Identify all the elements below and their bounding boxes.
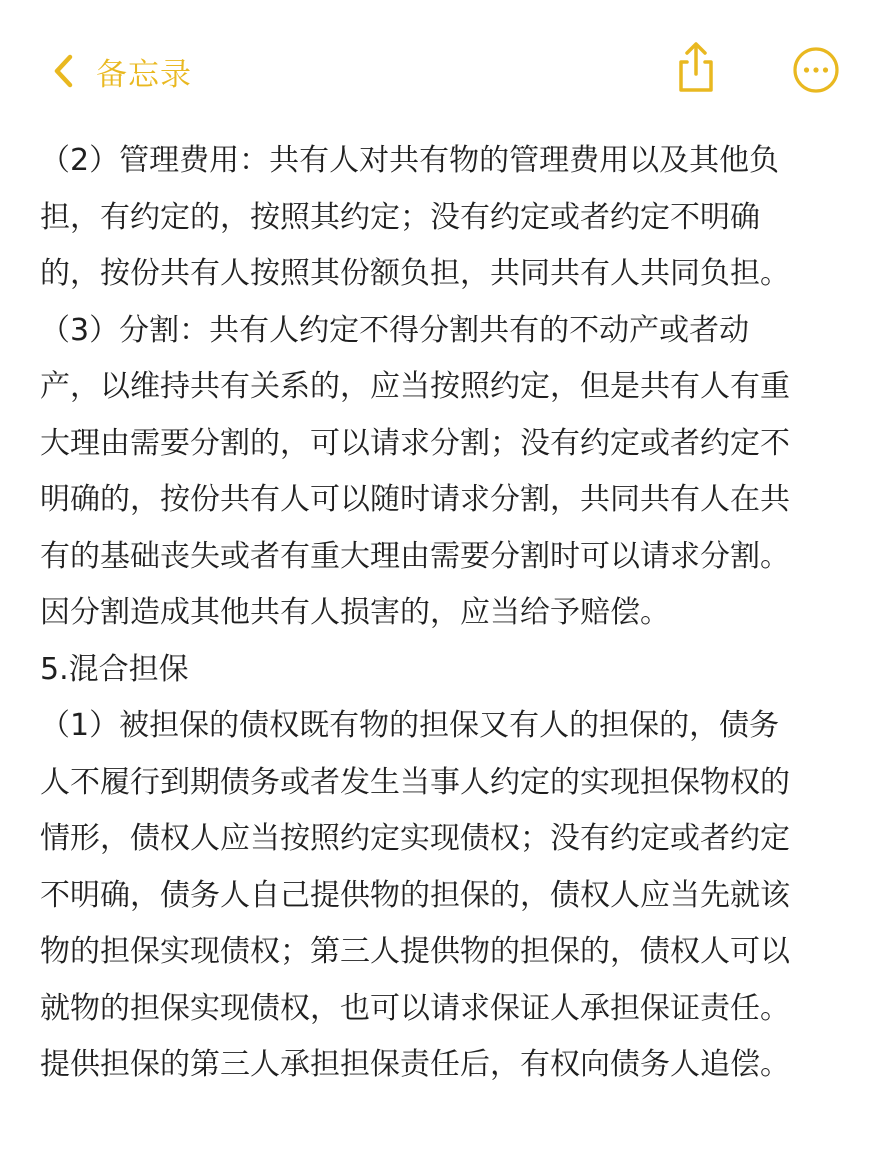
note-line: 大理由需要分割的，可以请求分割；没有约定或者约定不 bbox=[40, 425, 790, 461]
note-line: （2）管理费用：共有人对共有物的管理费用以及其他负 bbox=[40, 143, 780, 178]
note-line: 产，以维持共有关系的，应当按照约定，但是共有人有重 bbox=[40, 369, 790, 404]
chevron-left-icon bbox=[48, 51, 78, 91]
note-line: 有的基础丧失或者有重大理由需要分割时可以请求分割。 bbox=[40, 538, 790, 574]
note-line: 不明确，债务人自己提供物的担保的，债权人应当先就该 bbox=[40, 877, 790, 913]
note-line: 情形，债权人应当按照约定实现债权；没有约定或者约定 bbox=[40, 821, 790, 856]
note-line: 提供担保的第三人承担担保责任后，有权向债务人追偿。 bbox=[40, 1047, 790, 1082]
note-body[interactable] bbox=[40, 133, 850, 1094]
note-line: 因分割造成其他共有人损害的，应当给予赔偿。 bbox=[40, 595, 670, 630]
note-line: 的，按份共有人按照其份额负担，共同共有人共同负担。 bbox=[40, 256, 790, 291]
back-button-label: 备忘录 bbox=[96, 56, 192, 93]
back-button[interactable] bbox=[48, 46, 192, 96]
note-line: 担，有约定的，按照其约定；没有约定或者约定不明确 bbox=[40, 199, 760, 235]
note-line: 明确的，按份共有人可以随时请求分割，共同共有人在共 bbox=[40, 482, 790, 517]
note-line: 物的担保实现债权；第三人提供物的担保的，债权人可以 bbox=[40, 934, 790, 969]
navigation-bar bbox=[0, 0, 880, 140]
note-line: 5.混合担保 bbox=[40, 651, 189, 687]
note-line: （1）被担保的债权既有物的担保又有人的担保的，债务 bbox=[40, 708, 780, 743]
more-ellipsis-icon bbox=[792, 46, 840, 94]
note-line: 就物的担保实现债权，也可以请求保证人承担保证责任。 bbox=[40, 990, 790, 1026]
note-line: 人不履行到期债务或者发生当事人约定的实现担保物权的 bbox=[40, 764, 790, 800]
more-button[interactable] bbox=[792, 46, 840, 94]
share-button[interactable] bbox=[672, 40, 720, 96]
share-icon bbox=[672, 40, 720, 96]
note-line: （3）分割：共有人约定不得分割共有的不动产或者动 bbox=[40, 312, 750, 348]
